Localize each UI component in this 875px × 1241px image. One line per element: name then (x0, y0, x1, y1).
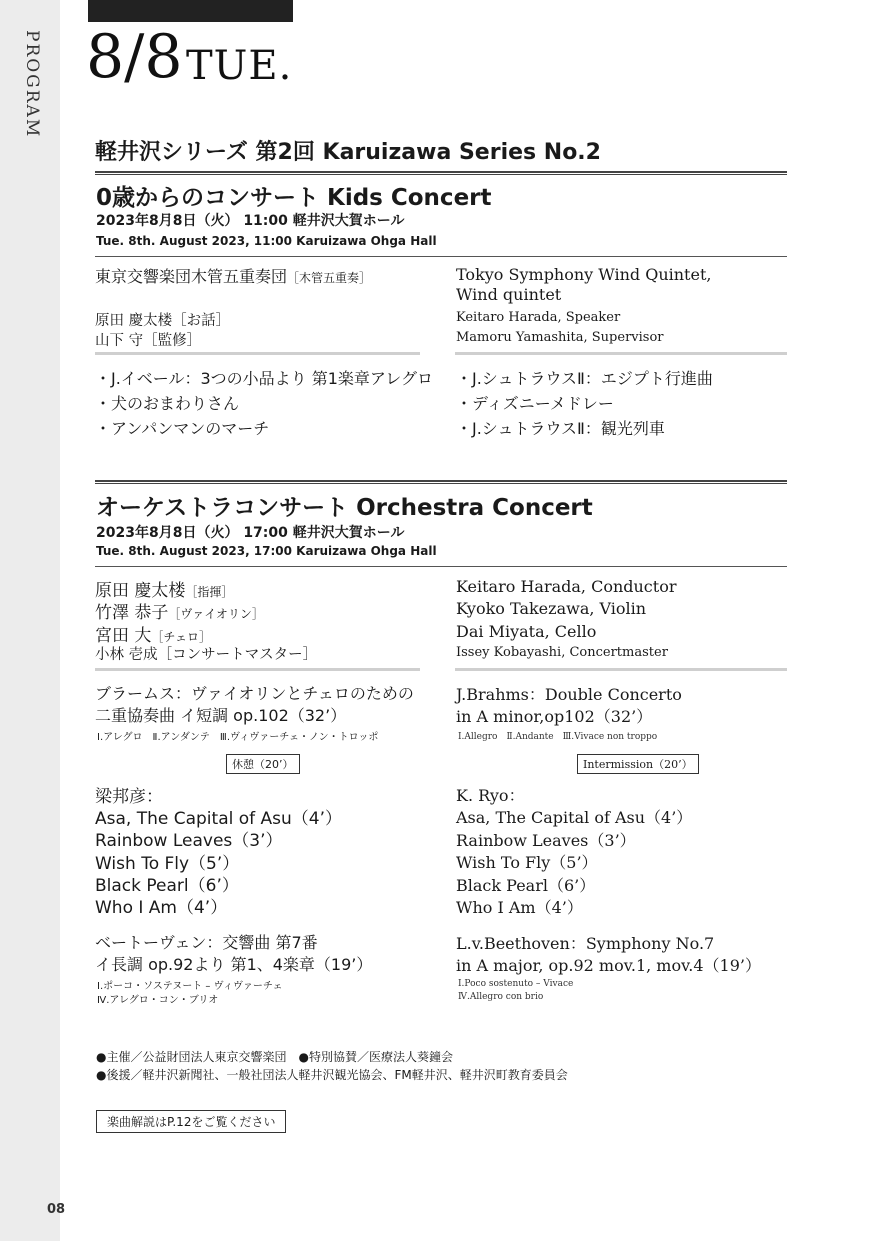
kids-staff-jp-1 (95, 309, 230, 330)
program-notes-note: 楽曲解説はP.12をご覧ください (96, 1110, 286, 1133)
brahms-movements-jp: Ⅰ.アレグロ Ⅱ.アンダンテ Ⅲ.ヴィヴァーチェ・ノン・トロッポ (97, 732, 379, 743)
page-number: 08 (47, 1202, 66, 1217)
brahms-jp-1: ブラームス：ヴァイオリンとチェロのための (95, 684, 414, 703)
performer-role: ［指揮］ (185, 585, 234, 599)
kids-concert-date-en: Tue. 8th. August 2023, 11:00 Karuizawa Ohga Hall (96, 234, 437, 248)
intermission-badge-en: Intermission（20’） (577, 754, 699, 774)
rule (95, 566, 787, 567)
performer-name: 宮田 大 (95, 626, 152, 646)
grey-divider (95, 668, 420, 671)
ryo-en-3: Rainbow Leaves（3’） (456, 831, 636, 850)
kids-program-left-1: ・J.イベール：3つの小品より 第1楽章アレグロ (95, 369, 433, 388)
ryo-en-6: Who I Am（4’） (456, 898, 583, 917)
beethoven-movement-en-2: Ⅳ.Allegro con brio (458, 992, 544, 1002)
ryo-en-1: K. Ryo： (456, 786, 525, 805)
beethoven-movement-jp-2: Ⅳ.アレグロ・コン・ブリオ (97, 995, 219, 1006)
footer-support: ●後援／軽井沢新聞社、一般社団法人軽井沢観光協会、FM軽井沢、軽井沢町教育委員会 (96, 1068, 568, 1082)
section-divider (95, 480, 787, 484)
performer-role: ［コンサートマスター］ (157, 647, 318, 663)
brahms-en-2: in A minor,op102（32’） (456, 707, 653, 726)
brahms-jp-2: 二重協奏曲 イ短調 op.102（32’） (95, 706, 347, 725)
kids-concert-date-jp: 2023年8月8日（火） 11:00 軽井沢大賀ホール (96, 213, 405, 229)
ryo-jp-1: 梁邦彦： (95, 787, 163, 807)
performer-name: 東京交響楽団木管五重奏団 (95, 267, 288, 286)
performer-name: 原田 慶太楼 (95, 581, 186, 601)
staff-role: ［監修］ (143, 333, 202, 349)
kids-performer-en-1: Tokyo Symphony Wind Quintet, (456, 265, 712, 284)
kids-concert-title: 0歳からのコンサート Kids Concert (96, 185, 492, 211)
kids-performer-en-2: Wind quintet (456, 285, 562, 304)
beethoven-jp-2: イ長調 op.92より 第1、4楽章（19’） (95, 955, 373, 974)
performer-role: ［ヴァイオリン］ (168, 607, 264, 621)
orch-performer-jp-2 (95, 598, 264, 623)
grey-divider (455, 352, 787, 355)
orchestra-concert-date-en: Tue. 8th. August 2023, 17:00 Karuizawa Ohga Hall (96, 544, 437, 558)
kids-program-left-3: ・アンパンマンのマーチ (95, 419, 270, 438)
orchestra-concert-date-jp: 2023年8月8日（火） 17:00 軽井沢大賀ホール (96, 525, 405, 541)
staff-role: ［お話］ (172, 313, 231, 329)
kids-staff-jp-2 (95, 329, 201, 350)
performer-name: 小林 壱成 (95, 647, 158, 663)
ryo-jp-2: Asa, The Capital of Asu（4’） (95, 809, 343, 829)
kids-program-left-2: ・犬のおまわりさん (95, 394, 240, 413)
orchestra-concert-title: オーケストラコンサート Orchestra Concert (96, 495, 593, 521)
sidebar (0, 0, 66, 1241)
series-title: 軽井沢シリーズ 第2回 Karuizawa Series No.2 (95, 140, 601, 165)
beethoven-movement-jp-1: Ⅰ.ポーコ・ソステヌート – ヴィヴァーチェ (97, 981, 283, 992)
ryo-en-2: Asa, The Capital of Asu（4’） (456, 808, 693, 827)
kids-performer-jp (95, 264, 371, 287)
kids-staff-en-1: Keitaro Harada, Speaker (456, 310, 621, 325)
grey-divider (95, 352, 420, 355)
section-divider (95, 171, 787, 175)
ryo-en-5: Black Pearl（6’） (456, 876, 596, 895)
beethoven-movement-en-1: Ⅰ.Poco sostenuto – Vivace (458, 979, 574, 989)
kids-program-right-2: ・ディズニーメドレー (456, 394, 614, 413)
performer-name: 竹澤 恭子 (95, 603, 169, 623)
ryo-jp-5: Black Pearl（6’） (95, 876, 239, 896)
beethoven-en-1: L.v.Beethoven：Symphony No.7 (456, 934, 715, 953)
beethoven-jp-1: ベートーヴェン：交響曲 第7番 (95, 933, 318, 952)
grey-divider (455, 668, 787, 671)
brahms-movements-en: Ⅰ.Allegro Ⅱ.Andante Ⅲ.Vivace non troppo (458, 732, 658, 742)
staff-name: 山下 守 (95, 333, 144, 349)
staff-name: 原田 慶太楼 (95, 313, 173, 329)
orch-performer-en-4: Issey Kobayashi, Concertmaster (456, 645, 668, 660)
date-weekday: TUE. (186, 43, 293, 89)
orch-performer-en-2: Kyoko Takezawa, Violin (456, 599, 647, 618)
kids-program-right-1: ・J.シュトラウスⅡ：エジプト行進曲 (456, 369, 713, 388)
orch-performer-en-1: Keitaro Harada, Conductor (456, 577, 677, 596)
orch-performer-jp-4 (95, 643, 317, 664)
footer-organizer: ●主催／公益財団法人東京交響楽団 ●特別協賛／医療法人葵鐘会 (96, 1050, 453, 1064)
intermission-badge-jp: 休憩（20’） (226, 754, 300, 774)
rule (95, 256, 787, 257)
header-bar (88, 0, 293, 22)
brahms-en-1: J.Brahms：Double Concerto (456, 685, 682, 704)
ryo-en-4: Wish To Fly（5’） (456, 853, 598, 872)
performer-role: ［木管五重奏］ (287, 271, 372, 285)
ryo-jp-4: Wish To Fly（5’） (95, 854, 240, 874)
ryo-jp-3: Rainbow Leaves（3’） (95, 831, 283, 851)
beethoven-en-2: in A major, op.92 mov.1, mov.4（19’） (456, 956, 761, 975)
performer-role: ［チェロ］ (151, 630, 212, 644)
kids-program-right-3: ・J.シュトラウスⅡ：観光列車 (456, 419, 665, 438)
sidebar-label: PROGRAM (22, 30, 42, 139)
ryo-jp-6: Who I Am（4’） (95, 898, 228, 918)
date-number: 8/8 (86, 22, 183, 92)
kids-staff-en-2: Mamoru Yamashita, Supervisor (456, 330, 664, 345)
orch-performer-en-3: Dai Miyata, Cello (456, 622, 597, 641)
